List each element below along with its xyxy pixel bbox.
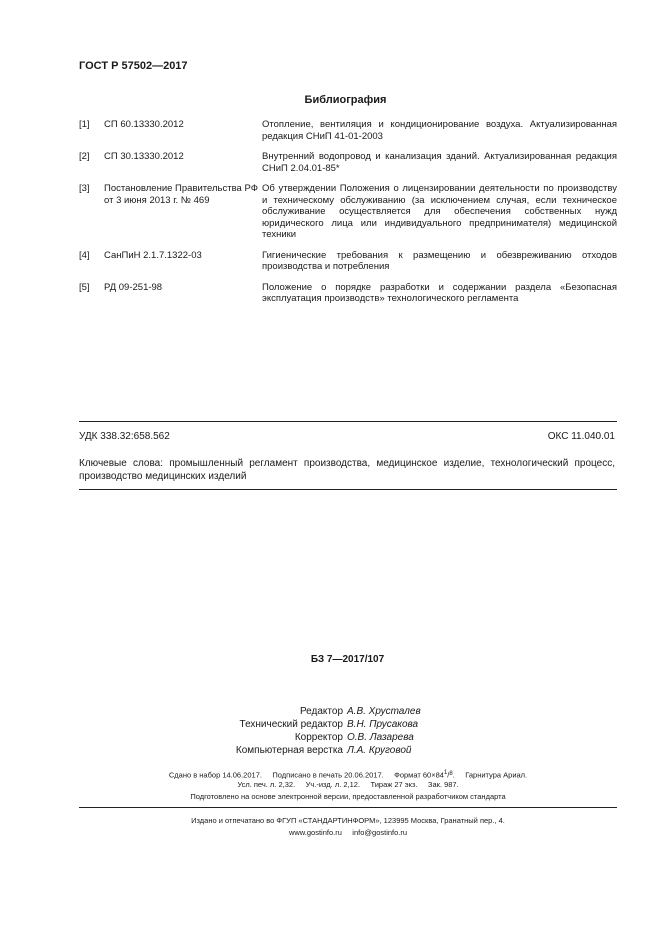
ref-code: СанПиН 2.1.7.1322-03 [104,249,202,261]
ref-description: Положение о порядке разработки и содержании раздела «Безопасная эксплуатация производств» технологического регламента [262,281,617,304]
ref-number: [1] [79,119,90,130]
bibliography-item [79,183,617,241]
udk-code: УДК 338.32:658.562 [79,431,170,442]
ref-description: Внутренний водопровод и канализация зданий. Актуализированная редакция СНиП 2.04.01-85* [262,151,617,174]
ref-description: Об утверждении Положения о лицензировании деятельности по производству и техническому обслуживанию (за исключением случая, если техническое обслуживание осуществляется для обеспечения собственных нужд юридического лица или индивидуального предпринимателя) медицинской техники [262,183,617,240]
staff-role: Технический редактор [239,719,343,730]
staff-row [190,744,590,757]
ref-code: Постановление Правительства РФ от 3 июня 2013 г. № 469 [104,183,258,206]
classification-row [79,431,615,442]
staff-list [190,705,590,757]
ref-number: [4] [79,249,90,261]
bibliography-title: Библиография [304,94,387,106]
standard-number: ГОСТ Р 57502—2017 [79,60,188,72]
ref-number: [2] [79,151,90,162]
bibliography-item [79,151,617,174]
ref-code: РД 09-251-98 [104,281,163,293]
ref-description: Отопление, вентиляция и кондиционирование воздуха. Актуализированная редакция СНиП 41-01-2003 [262,119,617,142]
ref-code: СП 60.13330.2012 [104,119,184,130]
staff-name: А.В. Хрусталев [347,706,421,717]
keywords: Ключевые слова: промышленный регламент производства, медицинское изделие, технологический процесс, производство медицинских изделий [79,458,615,482]
oks-code: ОКС 11.040.01 [547,431,615,442]
divider [79,489,617,490]
bibliography-item [79,119,617,142]
staff-role: Редактор [299,706,343,717]
ref-number: [3] [79,183,90,194]
staff-role: Корректор [294,732,343,743]
ref-code: СП 30.13330.2012 [104,151,184,162]
ref-number: [5] [79,281,90,293]
imprint-line: Усл. печ. л. 2,32. Уч.-изд. л. 2,12. Тираж 27 экз. Зак. 987. [237,780,459,789]
bibliography-item [79,282,617,305]
staff-row [190,705,590,718]
imprint-line: Подготовлено на основе электронной версии, предоставленной разработчиком стандарта [190,792,506,801]
staff-row [190,731,590,744]
bibliography-list [79,119,617,314]
staff-name: О.В. Лазарева [347,732,414,743]
staff-row [190,718,590,731]
staff-name: Л.А. Круговой [347,745,412,756]
imprint-contacts: www.gostinfo.ru info@gostinfo.ru [288,828,408,837]
imprint-line: Сдано в набор 14.06.2017. Подписано в печать 20.06.2017. Формат $60\times 84^1/^8$. Гарнитура Ариал. [168,770,528,780]
imprint-line: Издано и отпечатано во ФГУП «СТАНДАРТИНФОРМ», 123995 Москва, Гранатный пер., 4. [191,816,505,825]
bz-number: БЗ 7—2017/107 [310,654,385,665]
staff-name: В.Н. Прусакова [347,719,419,730]
staff-role: Компьютерная верстка [235,745,343,756]
divider [79,421,617,422]
divider [79,807,617,808]
ref-description: Гигиенические требования к размещению и обезвреживанию отходов производства и потребления [262,249,617,272]
bibliography-item [79,250,617,273]
